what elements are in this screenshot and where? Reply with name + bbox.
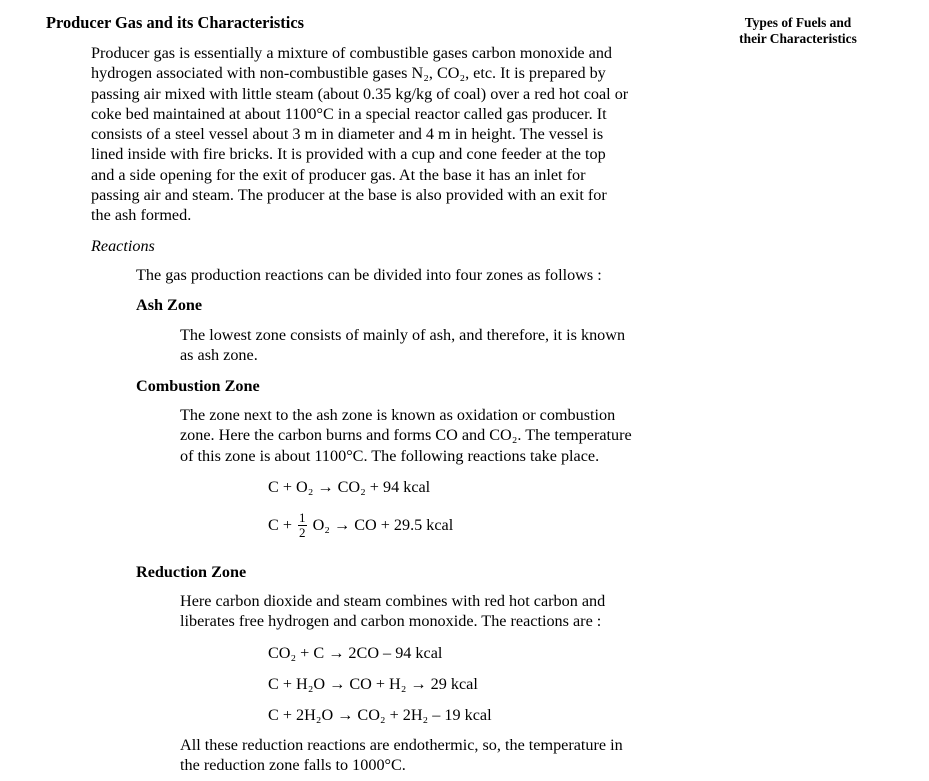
equation-left: C + [268, 516, 292, 535]
running-header-line-2: their Characteristics [739, 31, 857, 46]
combustion-equation-1: C + O₂ → CO₂ + 94 kcal [268, 478, 431, 496]
intro-line: and a side opening for the exit of producer gas. At the base it has an inlet for [91, 165, 586, 184]
combustion-zone-paragraph [180, 405, 632, 466]
reduction-equation-2: C + H₂O → CO + H₂ → 29 kcal [268, 675, 478, 693]
reduction-zone-heading: Reduction Zone [136, 563, 247, 581]
combustion-zone-line: zone. Here the carbon burns and forms CO and CO₂. The temperature [180, 426, 632, 445]
ash-zone-heading: Ash Zone [136, 296, 203, 314]
reduction-zone-line: liberates free hydrogen and carbon monoxide. The reactions are : [180, 612, 602, 631]
running-header-line-1: Types of Fuels and [744, 15, 852, 30]
intro-line: lined inside with fire bricks. It is provided with a cup and cone feeder at the top [91, 145, 606, 164]
intro-line: the ash formed. [91, 206, 192, 225]
ash-zone-line: as ash zone. [180, 346, 258, 365]
intro-line: Producer gas is essentially a mixture of combustible gases carbon monoxide and [91, 44, 613, 62]
combustion-zone-heading: Combustion Zone [136, 377, 260, 395]
combustion-zone-line: The zone next to the ash zone is known as oxidation or combustion [180, 406, 616, 424]
equation-right: O₂ → CO + 29.5 kcal [312, 516, 454, 535]
intro-paragraph [91, 43, 628, 226]
running-header [728, 15, 868, 47]
reactions-heading: Reactions [91, 237, 155, 255]
reduction-closing-paragraph [180, 735, 623, 776]
reduction-closing-line: All these reduction reactions are endothermic, so, the temperature in [180, 736, 623, 754]
intro-line: coke bed maintained at about 1100°C in a special reactor called gas producer. It [91, 104, 607, 123]
ash-zone-line: The lowest zone consists of mainly of ash, and therefore, it is known [180, 326, 626, 344]
ash-zone-paragraph [180, 325, 625, 366]
combustion-equation-2 [268, 512, 453, 541]
reduction-equation-1: CO₂ + C → 2CO – 94 kcal [268, 644, 443, 662]
fraction-numerator: 1 [299, 510, 306, 525]
reactions-intro: The gas production reactions can be divided into four zones as follows : [136, 266, 602, 284]
combustion-zone-line: of this zone is about 1100°C. The following reactions take place. [180, 446, 600, 465]
fraction-half [298, 511, 307, 540]
intro-line: hydrogen associated with non-combustible gases N₂, CO₂, etc. It is prepared by [91, 64, 606, 83]
reduction-zone-paragraph [180, 591, 605, 632]
reduction-zone-line: Here carbon dioxide and steam combines with red hot carbon and [180, 592, 606, 610]
reduction-closing-line: the reduction zone falls to 1000°C. [180, 756, 406, 775]
intro-line: consists of a steel vessel about 3 m in diameter and 4 m in height. The vessel is [91, 125, 604, 144]
reduction-equation-3: C + 2H₂O → CO₂ + 2H₂ – 19 kcal [268, 706, 492, 724]
intro-line: passing air mixed with little steam (about 0.35 kg/kg of coal) over a red hot coal or [91, 84, 629, 103]
section-title: Producer Gas and its Characteristics [46, 13, 304, 32]
intro-line: passing air and steam. The producer at the base is also provided with an exit for [91, 186, 607, 205]
fraction-denominator: 2 [299, 525, 306, 540]
